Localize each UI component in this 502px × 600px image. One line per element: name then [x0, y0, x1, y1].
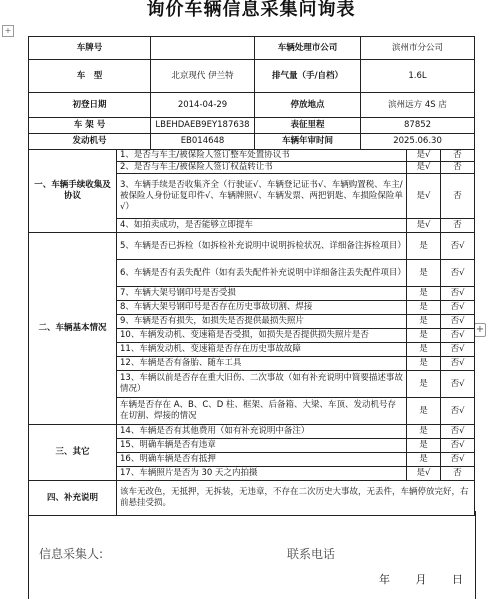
item-yes[interactable]: 是√ [407, 150, 441, 162]
model-value[interactable]: 北京现代 伊兰特 [151, 60, 255, 93]
item-yes[interactable]: 是√ [407, 219, 441, 233]
item-yes[interactable]: 是 [407, 233, 441, 260]
item-no[interactable]: 否 [441, 467, 475, 481]
item-no[interactable]: 否√ [441, 439, 475, 453]
item-no[interactable]: 否 [441, 150, 475, 162]
item-yes[interactable]: 是 [407, 425, 441, 439]
section-basic-info: 二、车辆基本情况 [29, 233, 117, 425]
item-no[interactable]: 否√ [441, 287, 475, 301]
item-no[interactable]: 否√ [441, 233, 475, 260]
annual-inspection-value[interactable]: 2025.06.30 [361, 134, 475, 150]
item-no[interactable]: 否√ [441, 371, 475, 398]
collector-label: 信息采集人: [39, 547, 104, 561]
phone-label: 联系电话 [287, 547, 336, 561]
item-no[interactable]: 否√ [441, 425, 475, 439]
plate-label: 车牌号 [29, 37, 151, 60]
date-label: 年 月 日 [379, 573, 463, 586]
item-question: 10、车辆发动机、变速箱是否受损，如损失是否提供损失照片是否 [117, 329, 407, 343]
displacement-value[interactable]: 1.6L [361, 60, 475, 93]
branch-value[interactable]: 滨州市分公司 [361, 37, 475, 60]
supplement-note[interactable]: 该车无改色，无抵押，无拆装，无违章，不存在二次历史大事故，无丢件，车辆停放完好，右前悬挂受损。 [117, 481, 475, 516]
odometer-label: 表征里程 [255, 118, 361, 134]
item-no[interactable]: 否√ [441, 343, 475, 357]
reg-date-label: 初登日期 [29, 93, 151, 118]
item-yes[interactable]: 是 [407, 315, 441, 329]
reg-date-value[interactable]: 2014-04-29 [151, 93, 255, 118]
item-yes[interactable]: 是 [407, 453, 441, 467]
item-question: 2、是否与车主/被保险人签订权益转让书 [117, 162, 407, 174]
form-footer [28, 511, 476, 599]
table-move-handle-icon[interactable]: + [2, 25, 14, 37]
plate-value[interactable] [151, 37, 255, 60]
item-yes[interactable]: 是√ [407, 467, 441, 481]
annual-inspection-label: 车辆年审时间 [255, 134, 361, 150]
item-yes[interactable]: 是 [407, 398, 441, 425]
item-no[interactable]: 否 [441, 162, 475, 174]
vin-label: 车 架 号 [29, 118, 151, 134]
odometer-value[interactable]: 87852 [361, 118, 475, 134]
item-yes[interactable]: 是√ [407, 174, 441, 219]
item-question: 3、车辆手续是否收集齐全（行驶证√、车辆登记证书√、车辆购置税、车主/被保险人身份证复印件√、车辆牌照√、车辆发票、两把钥匙、车损险保险单√） [117, 174, 407, 219]
section-other: 三、其它 [29, 425, 117, 481]
item-yes[interactable]: 是√ [407, 162, 441, 174]
item-question: 11、车辆发动机、变速箱是否存在历史事故故障 [117, 343, 407, 357]
item-no[interactable]: 否√ [441, 453, 475, 467]
section-supplement: 四、补充说明 [29, 481, 117, 516]
item-no[interactable]: 否√ [441, 260, 475, 287]
item-question: 8、车辆大架号钢印号是否存在历史事故切割、焊接 [117, 301, 407, 315]
item-question: 17、车辆照片是否为 30 天之内拍摄 [117, 467, 407, 481]
item-yes[interactable]: 是 [407, 287, 441, 301]
item-no[interactable]: 否√ [441, 398, 475, 425]
displacement-label: 排气量（手/自档） [255, 60, 361, 93]
item-question: 7、车辆大架号钢印号是否受损 [117, 287, 407, 301]
item-yes[interactable]: 是 [407, 329, 441, 343]
item-no[interactable]: 否√ [441, 357, 475, 371]
vin-value[interactable]: LBEHDAEB9EY187638 [151, 118, 255, 134]
model-label: 车 型 [29, 60, 151, 93]
item-question: 15、明确车辆是否有违章 [117, 439, 407, 453]
item-no[interactable]: 否√ [441, 315, 475, 329]
item-yes[interactable]: 是 [407, 439, 441, 453]
item-yes[interactable]: 是 [407, 357, 441, 371]
item-question: 4、如拍卖成功，是否能够立即提车 [117, 219, 407, 233]
item-no[interactable]: 否 [441, 174, 475, 219]
item-no[interactable]: 否√ [441, 301, 475, 315]
engine-label: 发动机号 [29, 134, 151, 150]
item-question: 13、车辆以前是否存在重大旧伤、二次事故（如有补充说明中简要描述事故情况） [117, 371, 407, 398]
item-no[interactable]: 否 [441, 219, 475, 233]
park-location-value[interactable]: 滨州远方 4S 店 [361, 93, 475, 118]
add-column-button[interactable]: + [475, 324, 485, 335]
item-question: 车辆是否存在 A、B、C、D 柱、框架、后备箱、大梁、车顶、发动机号存在切割、焊接的情况 [117, 398, 407, 425]
item-question: 16、明确车辆是否有抵押 [117, 453, 407, 467]
item-yes[interactable]: 是 [407, 371, 441, 398]
section-procedures: 一、车辆手续收集及协议 [29, 150, 117, 233]
form-title: 询价车辆信息采集问询表 [146, 0, 356, 20]
item-question: 1、是否与车主/被保险人签订整车处置协议书 [117, 150, 407, 162]
inquiry-form-table [28, 36, 475, 516]
item-question: 14、车辆是否有其他费用（如有补充说明中备注） [117, 425, 407, 439]
item-question: 9、车辆是否有损失，如损失是否提供最损失照片 [117, 315, 407, 329]
item-yes[interactable]: 是 [407, 260, 441, 287]
park-location-label: 停放地点 [255, 93, 361, 118]
item-yes[interactable]: 是 [407, 301, 441, 315]
item-no[interactable]: 否√ [441, 329, 475, 343]
item-question: 5、车辆是否已拆检（如拆检补充说明中说明拆检状况、详细备注拆检项目） [117, 233, 407, 260]
engine-value[interactable]: EB014648 [151, 134, 255, 150]
item-question: 12、车辆是否有备胎、随车工具 [117, 357, 407, 371]
branch-label: 车辆处理市公司 [255, 37, 361, 60]
item-yes[interactable]: 是 [407, 343, 441, 357]
item-question: 6、车辆是否有丢失配件（如有丢失配件补充说明中详细备注丢失配件项目） [117, 260, 407, 287]
